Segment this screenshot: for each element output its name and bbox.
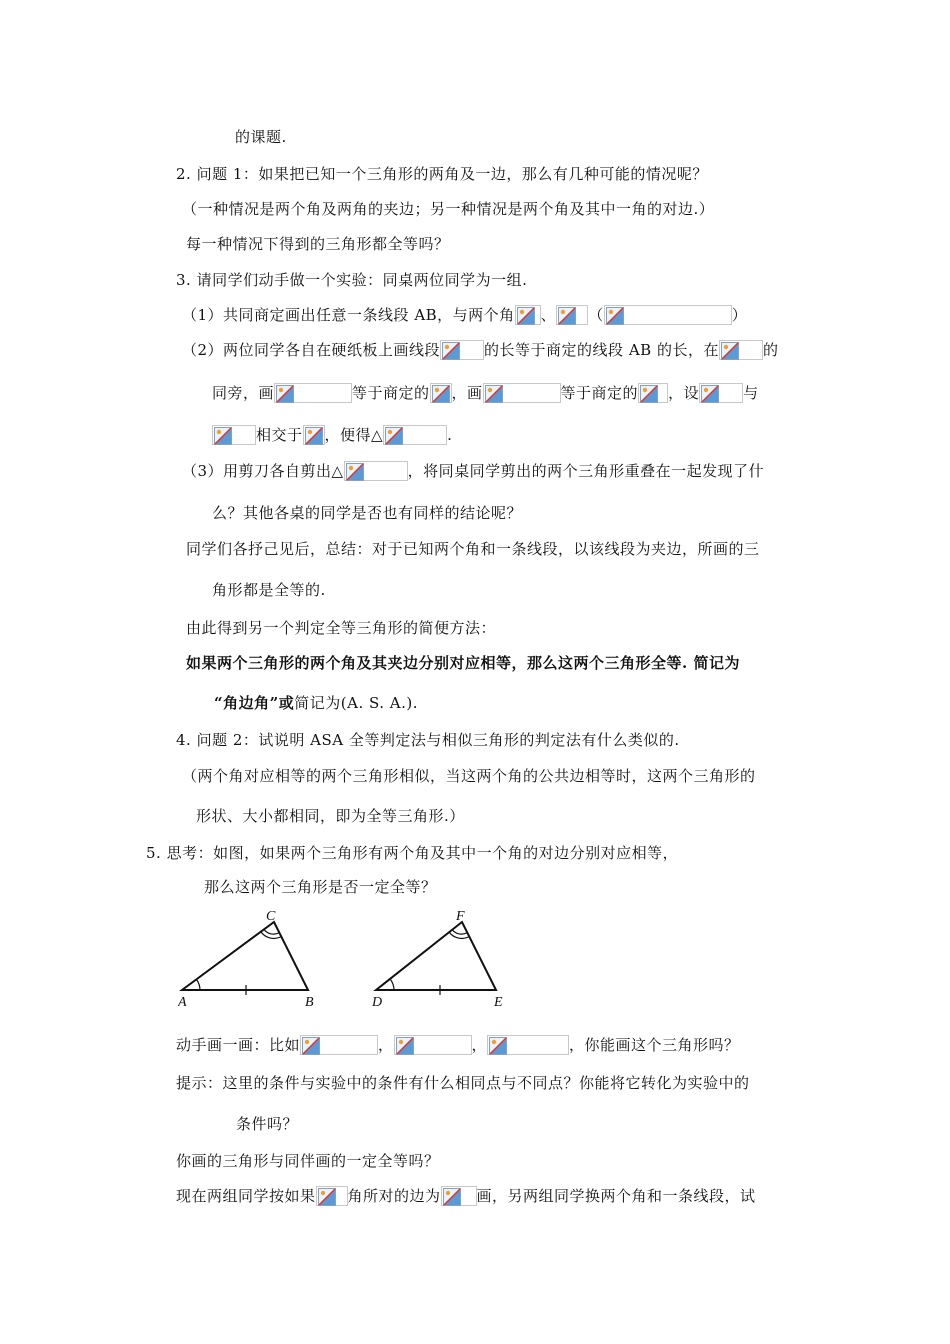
line-7-text-c: 的 [762, 341, 779, 359]
broken-image-icon [719, 340, 763, 360]
triangles-figure [178, 908, 518, 1008]
line-2: 2. 问题 1：如果把已知一个三角形的两角及一边，那么有几种可能的情况呢？ [176, 165, 708, 183]
broken-image-icon [483, 383, 561, 403]
angle-a-mark [197, 980, 201, 991]
broken-image-icon [383, 425, 447, 445]
line-9-text-b: ，便得△ [324, 426, 384, 444]
line-9-text-a: 相交于 [256, 426, 303, 444]
broken-image-icon [430, 383, 452, 403]
line-6-text-d: ） [731, 306, 748, 324]
broken-image-icon [212, 425, 256, 445]
line-19: 形状、大小都相同，即为全等三角形.） [196, 807, 465, 825]
line-4: 每一种情况下得到的三角形都全等吗？ [186, 235, 450, 253]
line-24: 条件吗？ [236, 1115, 299, 1133]
angle-c-mark-1 [264, 930, 279, 935]
label-d: D [372, 995, 383, 1008]
line-10-text-b: ，将同桌同学剪出的两个三角形重叠在一起发现了什 [407, 462, 765, 480]
line-10-text-a: （3）用剪刀各自剪出△ [182, 462, 344, 480]
line-22-text-d: ，你能画这个三角形吗？ [569, 1036, 740, 1054]
label-e: E [494, 995, 503, 1008]
line-6 [182, 305, 747, 325]
label-f: F [456, 909, 465, 924]
line-9-text-c: . [447, 426, 453, 444]
line-7-text-a: （2）两位同学各自在硬纸板上画线段 [182, 341, 441, 359]
line-22 [176, 1035, 740, 1055]
line-22-text-c: ， [471, 1036, 488, 1054]
broken-image-icon [441, 1186, 477, 1206]
line-9 [212, 425, 452, 445]
line-8 [212, 383, 759, 403]
line-16-text-a: “角边角”或 [214, 694, 295, 712]
line-18: （两个角对应相等的两个三角形相似，当这两个角的公共边相等时，这两个三角形的 [182, 767, 756, 785]
broken-image-icon [604, 305, 732, 325]
line-26-text-a: 现在两组同学按如果 [176, 1187, 316, 1205]
line-22-text-b: ， [378, 1036, 394, 1054]
broken-image-icon [316, 1186, 348, 1206]
line-8-text-e: ，设 [668, 384, 700, 402]
line-26 [176, 1186, 756, 1206]
label-b: B [305, 995, 314, 1008]
line-5: 3. 请同学们动手做一个实验：同桌两位同学为一组. [176, 271, 528, 289]
line-7-text-b: 的长等于商定的线段 AB 的长，在 [484, 341, 719, 359]
broken-image-icon [344, 461, 408, 481]
line-26-text-b: 角所对的边为 [347, 1187, 441, 1205]
line-6-text-a: （1）共同商定画出任意一条线段 AB，与两个角 [182, 306, 515, 324]
line-23: 提示：这里的条件与实验中的条件有什么相同点与不同点？你能将它转化为实验中的 [176, 1074, 750, 1092]
line-13: 角形都是全等的. [212, 581, 326, 599]
line-10 [182, 461, 764, 481]
broken-image-icon [440, 340, 484, 360]
line-6-text-b: 、 [540, 306, 557, 324]
line-25: 你画的三角形与同伴画的一定全等吗？ [176, 1152, 440, 1170]
line-22-text-a: 动手画一画：比如 [176, 1036, 301, 1054]
line-15: 如果两个三角形的两个角及其夹边分别对应相等，那么这两个三角形全等. 简记为 [186, 654, 740, 672]
broken-image-icon [699, 383, 743, 403]
line-26-text-c: 画，另两组同学换两个角和一条线段，试 [476, 1187, 756, 1205]
triangle-def [376, 922, 496, 990]
broken-image-icon [300, 1035, 378, 1055]
line-1: 的课题. [235, 128, 287, 146]
broken-image-icon [515, 305, 541, 325]
broken-image-icon [394, 1035, 472, 1055]
line-17: 4. 问题 2：试说明 ASA 全等判定法与相似三角形的判定法有什么类似的. [176, 731, 680, 749]
angle-f-mark-1 [452, 930, 467, 935]
line-12: 同学们各抒己见后，总结：对于已知两个角和一条线段，以该线段为夹边，所画的三 [186, 540, 760, 558]
line-16 [214, 693, 418, 713]
line-16-text-b: 简记为(A. S. A.). [294, 694, 418, 712]
line-21: 那么这两个三角形是否一定全等？ [204, 878, 437, 896]
line-8-text-d: 等于商定的 [560, 384, 639, 402]
label-c: C [266, 909, 276, 924]
line-8-text-f: 与 [743, 384, 759, 402]
line-8-text-b: 等于商定的 [352, 384, 430, 402]
line-20: 5. 思考：如图，如果两个三角形有两个角及其中一个角的对边分别对应相等， [146, 844, 679, 862]
broken-image-icon [638, 383, 668, 403]
line-8-text-c: ，画 [451, 384, 483, 402]
line-3: （一种情况是两个角及两角的夹边；另一种情况是两个角及其中一角的对边.） [182, 200, 715, 218]
line-14: 由此得到另一个判定全等三角形的简便方法： [186, 619, 497, 637]
line-6-text-c: （ [588, 306, 604, 324]
broken-image-icon [303, 425, 325, 445]
line-8-text-a: 同旁，画 [212, 384, 275, 402]
line-7 [182, 340, 778, 360]
broken-image-icon [487, 1035, 569, 1055]
broken-image-icon [274, 383, 352, 403]
triangle-abc [182, 922, 308, 990]
label-a: A [178, 995, 187, 1008]
angle-d-mark [391, 980, 395, 991]
broken-image-icon [556, 305, 588, 325]
line-11: 么？其他各桌的同学是否也有同样的结论呢？ [212, 504, 523, 522]
